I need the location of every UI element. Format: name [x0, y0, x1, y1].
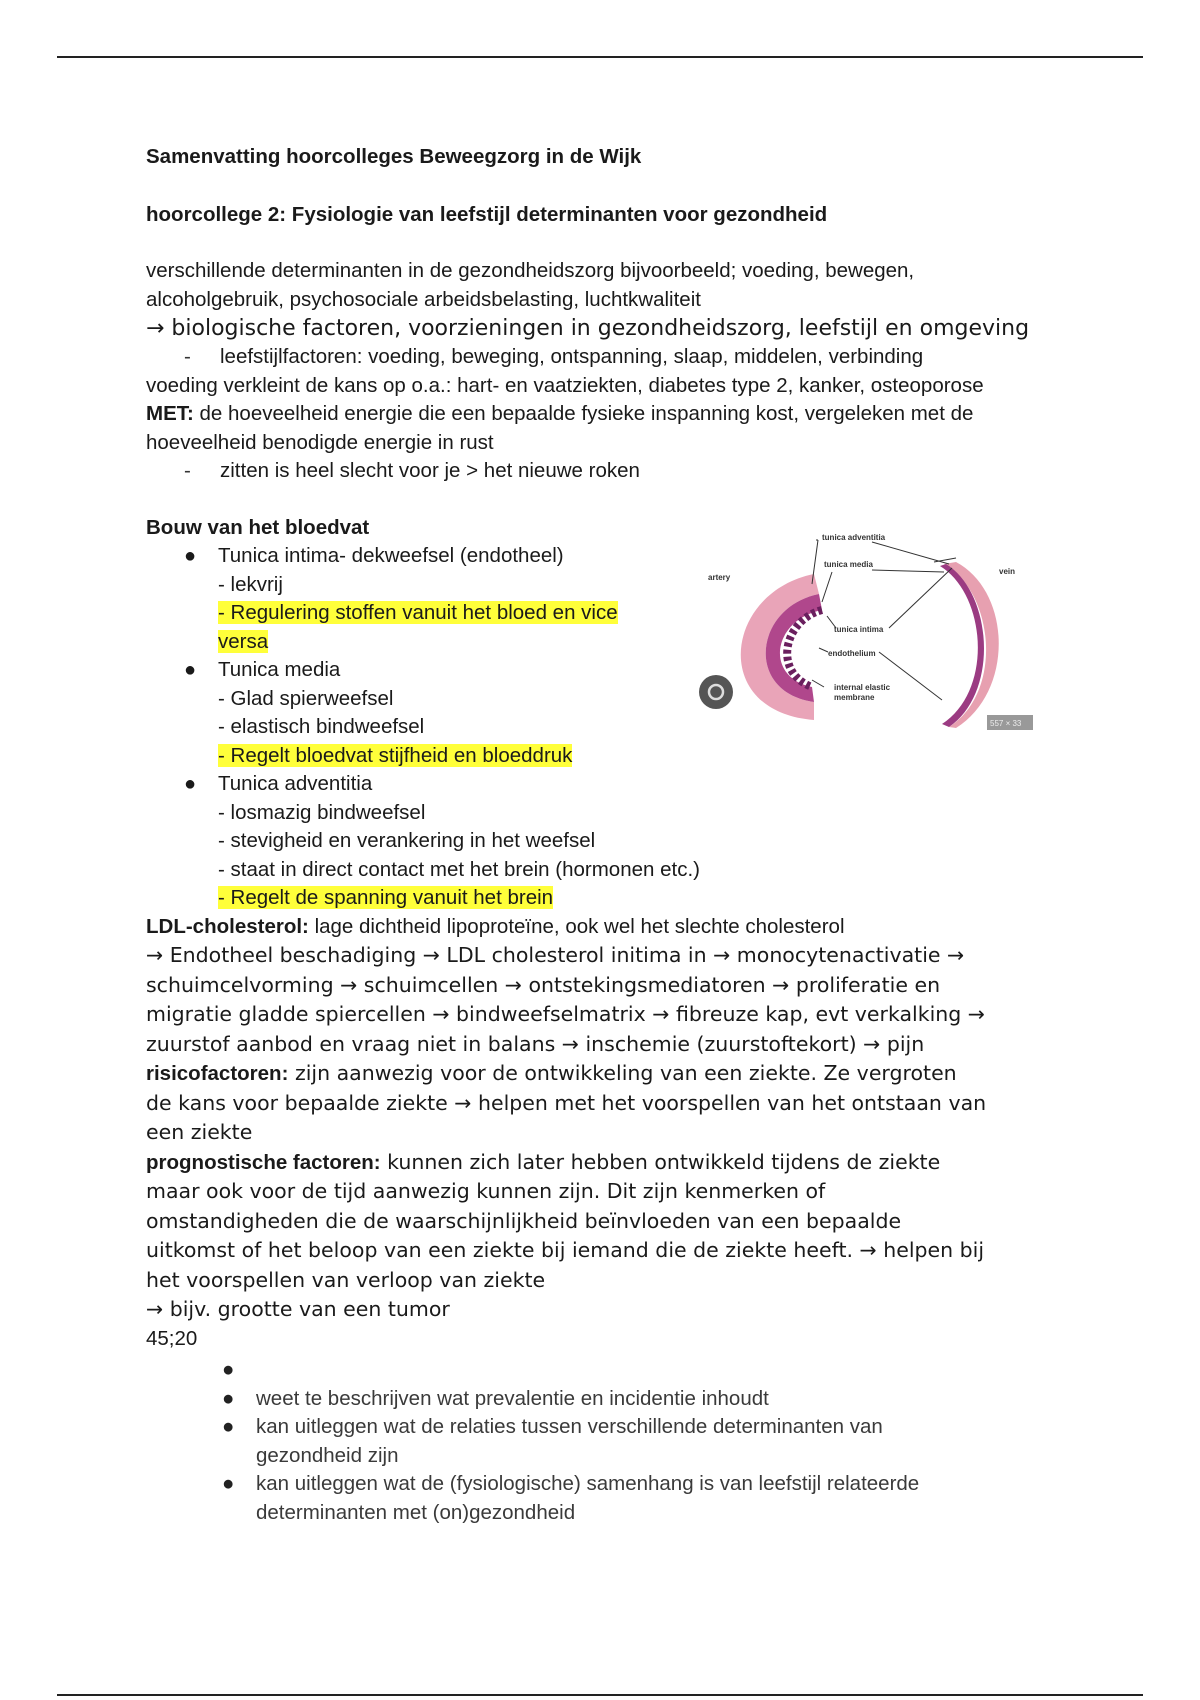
adventitia-item: - losmazig bindweefsel — [218, 800, 426, 824]
prog-line: het voorspellen van verloop van ziekte — [146, 1267, 546, 1292]
label-adventitia: tunica adventitia — [822, 533, 886, 542]
sitting-line — [146, 457, 1066, 486]
label-vein: vein — [999, 567, 1016, 576]
objective-text: kan uitleggen wat de relaties tussen verschillende determinanten van — [256, 1415, 883, 1438]
bullet-icon: ● — [222, 1386, 235, 1410]
risk-line: de kans voor bepaalde ziekte → helpen met het voorspellen van het ontstaan van — [146, 1090, 987, 1115]
label-media: tunica media — [824, 560, 873, 569]
met-text: de hoeveelheid energie die een bepaalde fysieke inspanning kost, vergeleken met de — [199, 402, 974, 425]
objective-item — [146, 1470, 1066, 1499]
media-title-text: Tunica media — [218, 658, 341, 681]
label-endothelium: endothelium — [828, 649, 876, 658]
lifestyle-factors-text: leefstijlfactoren: voeding, beweging, ontspanning, slaap, middelen, verbinding — [220, 345, 924, 368]
media-item: - elastisch bindweefsel — [218, 715, 425, 738]
nutrition-line: voeding verkleint de kans op o.a.: hart- en vaatziekten, diabetes type 2, kanker, osteoporose — [146, 373, 984, 397]
objective-text: kan uitleggen wat de (fysiologische) samenhang is van leefstijl relateerde — [256, 1472, 920, 1495]
vessel-heading: Bouw van het bloedvat — [146, 515, 370, 539]
met-line-2: hoeveelheid benodigde energie in rust — [146, 430, 494, 454]
met-label: MET: — [146, 402, 194, 425]
document-title: Samenvatting hoorcolleges Beweegzorg in de Wijk — [146, 145, 642, 168]
highlight-text: - Regelt bloedvat stijfheid en bloeddruk — [218, 743, 573, 767]
risk-line: een ziekte — [146, 1120, 253, 1144]
highlight-text: versa — [218, 629, 269, 653]
bullet-icon: ● — [184, 659, 197, 681]
prog-line: → bijv. grootte van een tumor — [146, 1297, 450, 1321]
lifestyle-factors — [146, 343, 1066, 372]
ldl-chain-line: → Endotheel beschadiging → LDL cholesterol initima in → monocytenactivatie → — [146, 943, 965, 967]
sitting-text: zitten is heel slecht voor je > het nieuwe roken — [220, 459, 640, 482]
adventitia-title — [146, 770, 1066, 799]
intro-line: verschillende determinanten in de gezondheidszorg bijvoorbeeld; voeding, bewegen, — [146, 259, 915, 282]
bullet-icon: ● — [222, 1415, 235, 1438]
top-rule — [57, 56, 1143, 58]
media-item: - Glad spierweefsel — [218, 686, 394, 710]
intima-title-text: Tunica intima- dekweefsel (endotheel) — [218, 544, 564, 567]
label-intima: tunica intima — [834, 625, 884, 634]
adventitia-title-text: Tunica adventitia — [218, 772, 373, 795]
ldl-chain-line: migratie gladde spiercellen → bindweefselmatrix → fibreuze kap, evt verkalking → — [146, 1002, 985, 1026]
adventitia-item: - stevigheid en verankering in het weefsel — [218, 829, 596, 852]
prog-line: uitkomst of het beloop van een ziekte bij iemand die de ziekte heeft. → helpen bij — [146, 1238, 985, 1262]
dash-mark: - — [184, 345, 191, 368]
label-membrane: internal elastic — [834, 683, 891, 692]
ldl-chain-line: zuurstof aanbod en vraag niet in balans → inschemie (zuurstoftekort) → pijn — [146, 1031, 925, 1056]
adventitia-highlight — [146, 884, 1066, 913]
prog-line: omstandigheden die de waarschijnlijkheid beïnvloeden van een bepaalde — [146, 1208, 902, 1233]
risk-text: zijn aanwezig voor de ontwikkeling van een ziekte. Ze vergroten — [294, 1061, 957, 1085]
bullet-icon: ● — [184, 773, 197, 795]
prog-text: kunnen zich later hebben ontwikkeld tijdens de ziekte — [387, 1149, 941, 1174]
prog-line: maar ook voor de tijd aanwezig kunnen zijn. Dit zijn kenmerken of — [146, 1179, 826, 1203]
bottom-rule — [57, 1694, 1143, 1696]
prog-line — [146, 1148, 1066, 1178]
ldl-line — [146, 913, 1066, 942]
bullet-icon: ● — [184, 545, 197, 567]
ldl-chain-line: schuimcelvorming → schuimcellen → ontstekingsmediatoren → proliferatie en — [146, 972, 941, 997]
objective-item-cont: gezondheid zijn — [256, 1443, 399, 1467]
highlight-text: - Regelt de spanning vanuit het brein — [218, 886, 554, 909]
lens-icon — [699, 675, 733, 709]
objective-text: weet te beschrijven wat prevalentie en incidentie inhoudt — [256, 1386, 769, 1410]
objective-item — [146, 1356, 1066, 1385]
label-artery: artery — [708, 573, 731, 582]
timestamp: 45;20 — [146, 1326, 198, 1350]
ldl-label: LDL-cholesterol: — [146, 914, 309, 938]
prog-label: prognostische factoren: — [146, 1150, 381, 1174]
factors-line: → biologische factoren, voorzieningen in gezondheidszorg, leefstijl en omgeving — [146, 316, 1030, 341]
blood-vessel-diagram — [694, 522, 1044, 742]
met-line — [146, 400, 1066, 429]
document-body — [146, 143, 1066, 1527]
highlight-text: - Regulering stoffen vanuit het bloed en vice — [218, 601, 618, 624]
lecture-title: hoorcollege 2: Fysiologie van leefstijl determinanten voor gezondheid — [146, 203, 828, 226]
dash-mark: - — [184, 459, 191, 482]
adventitia-item: - staat in direct contact met het brein (hormonen etc.) — [218, 857, 700, 881]
objective-item — [146, 1413, 1066, 1442]
objective-item — [146, 1385, 1066, 1414]
bullet-icon: ● — [222, 1358, 235, 1381]
label-membrane-2: membrane — [834, 693, 875, 702]
intima-item: - lekvrij — [218, 572, 283, 596]
ldl-text: lage dichtheid lipoproteïne, ook wel het slechte cholesterol — [314, 914, 845, 938]
media-highlight — [146, 742, 1066, 771]
objective-item-cont: determinanten met (on)gezondheid — [256, 1500, 576, 1524]
intro-line: alcoholgebruik, psychosociale arbeidsbelasting, luchtkwaliteit — [146, 287, 701, 311]
bullet-icon: ● — [222, 1472, 235, 1495]
risk-line — [146, 1059, 1066, 1089]
vessel-illustration — [694, 522, 1044, 742]
risk-label: risicofactoren: — [146, 1062, 289, 1085]
size-badge-text: 557 × 33 — [990, 719, 1022, 728]
